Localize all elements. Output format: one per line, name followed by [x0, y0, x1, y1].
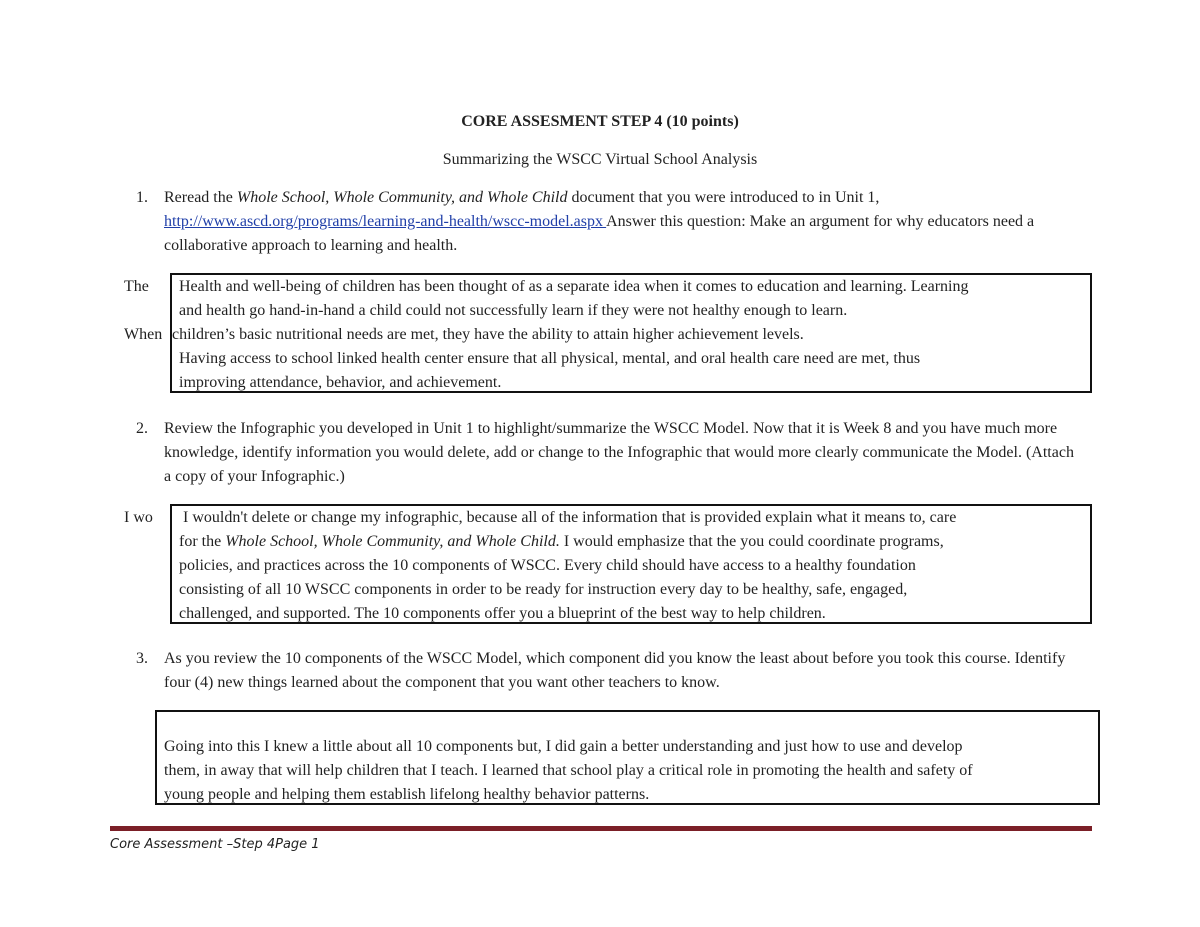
answer-2-line-2-end: I would emphasize that the you could coordinate programs,: [559, 533, 944, 550]
answer-2-line-4: consisting of all 10 WSCC components in order to be ready for instruction every day to be healthy, safe, engaged,: [179, 581, 908, 598]
question-1-intro-rest: document that you were introduced to in Unit 1,: [567, 189, 880, 206]
answer-3-box[interactable]: [155, 710, 1100, 805]
question-1-intro: Reread the: [164, 189, 237, 206]
question-2-number: 2.: [136, 420, 148, 437]
document-subtitle: Summarizing the WSCC Virtual School Analysis: [442, 151, 758, 168]
question-3-number: 3.: [136, 650, 148, 667]
answer-3-line-2: them, in away that will help children that I teach. I learned that school play a critical role in promoting the health and safety of: [164, 762, 973, 779]
answer-1-line-5: improving attendance, behavior, and achievement.: [179, 374, 502, 391]
document-title: CORE ASSESMENT STEP 4 (10 points): [461, 113, 739, 130]
question-1-number: 1.: [136, 189, 148, 206]
answer-1-line-4: Having access to school linked health center ensure that all physical, mental, and oral health care need are met, thus: [179, 350, 921, 367]
answer-2-box[interactable]: [170, 504, 1092, 624]
footer-page-label: Core Assessment –Step 4Page 1: [110, 837, 320, 852]
footer-divider: [110, 826, 1092, 831]
answer-1-line-1: Health and well-being of children has been thought of as a separate idea when it comes to education and learning. Learning: [179, 278, 969, 295]
answer-1-fragment-the: The: [124, 278, 149, 295]
answer-1-line-3: children’s basic nutritional needs are met, they have the ability to attain higher achievement levels.: [172, 326, 804, 343]
answer-2-line-2-italic: Whole School, Whole Community, and Whole Child.: [225, 533, 560, 550]
answer-2-line-3: policies, and practices across the 10 components of WSCC. Every child should have access to a healthy foundation: [179, 557, 916, 574]
question-3-text: As you review the 10 components of the WSCC Model, which component did you know the least about before you took this course. Identify four (4) new things learned about the component that you want other teachers to know.: [164, 650, 1066, 691]
answer-1-box[interactable]: [170, 273, 1092, 393]
answer-2-line-1: I wouldn't delete or change my infographic, because all of the information that is provided explain what it means to, care: [179, 509, 957, 526]
answer-3-line-3: young people and helping them establish lifelong healthy behavior patterns.: [164, 786, 650, 803]
answer-1-fragment-when: When: [124, 326, 163, 343]
answer-1-line-2: and health go hand-in-hand a child could not successfully learn if they were not healthy enough to learn.: [179, 302, 848, 319]
answer-2-line-5: challenged, and supported. The 10 components offer you a blueprint of the best way to help children.: [179, 605, 826, 622]
question-2-text: Review the Infographic you developed in Unit 1 to highlight/summarize the WSCC Model. Now that it is Week 8 and you have much more knowledge, identify information you would delete, add or change to the Infographic that would more clearly communicate the Model. (Attach a copy of your Infographic.): [164, 420, 1074, 485]
question-1-prompt: Answer this question: Make an argument for why educators need a collaborative approach to learning and health.: [164, 213, 1035, 254]
answer-2-line-2: [179, 530, 944, 554]
question-1-doc-title: Whole School, Whole Community, and Whole Child: [236, 189, 568, 206]
answer-2-fragment: I wo: [124, 509, 153, 526]
answer-2-line-2-start: for the: [179, 533, 226, 550]
wscc-model-link[interactable]: http://www.ascd.org/programs/learning-and-health/wscc-model.aspx: [164, 213, 607, 230]
answer-3-line-1: Going into this I knew a little about all 10 components but, I did gain a better understanding and just how to use and develop: [164, 738, 963, 755]
question-1-text: [164, 186, 1084, 258]
